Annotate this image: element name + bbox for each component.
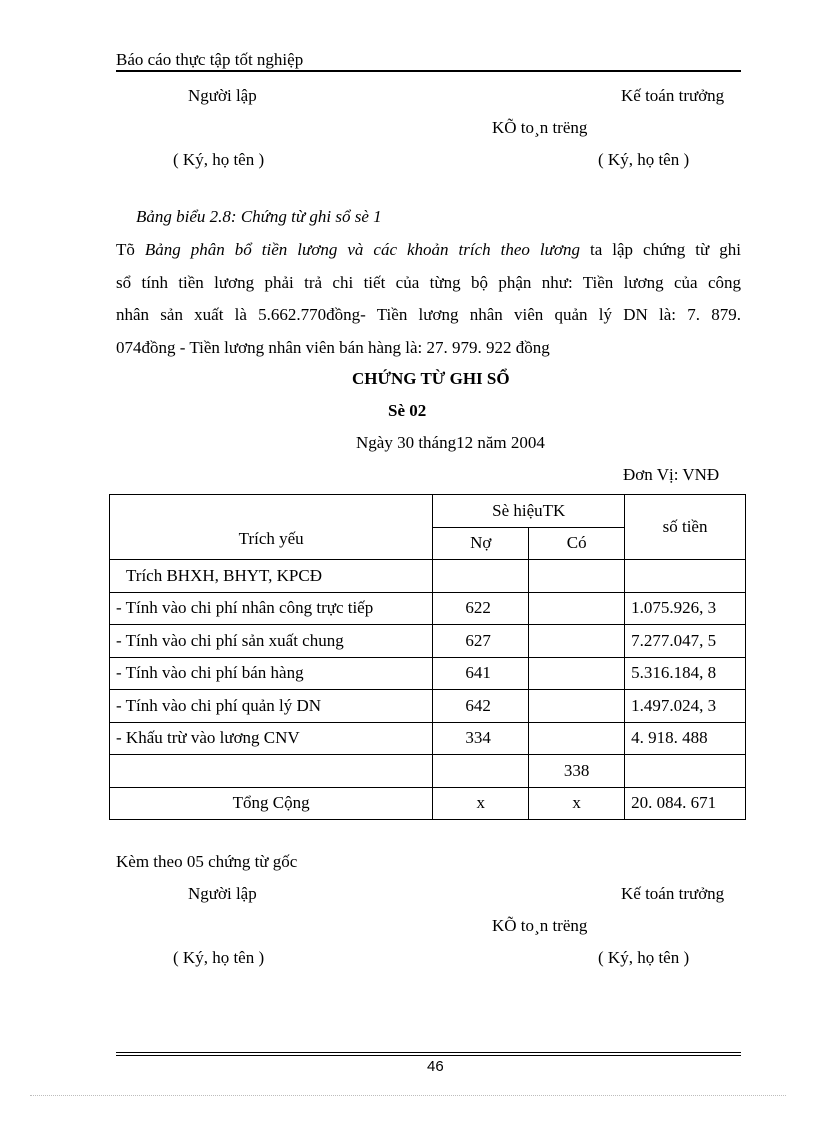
header-amount: số tiền [625, 495, 746, 560]
bottom-preparer-sign: ( Ký, họ tên ) [173, 948, 265, 967]
intro-paragraph [116, 234, 741, 364]
attached-documents-note: Kèm theo 05 chứng từ gốc [116, 852, 298, 871]
header-rule [116, 70, 741, 72]
table-row [110, 690, 746, 723]
table-row [110, 592, 746, 625]
table-row [110, 755, 746, 788]
row-credit [529, 722, 625, 755]
top-chief-sign: ( Ký, họ tên ) [598, 150, 690, 169]
row-debit [433, 560, 529, 593]
document-date: Ngày 30 tháng12 năm 2004 [356, 433, 545, 452]
table-row [110, 625, 746, 658]
currency-unit: Đơn Vị: VNĐ [623, 465, 720, 484]
row-credit [529, 625, 625, 658]
footer-rule-top [116, 1052, 741, 1053]
row-desc [110, 755, 433, 788]
row-desc: - Tính vào chi phí bán hàng [110, 657, 433, 690]
table-row [110, 657, 746, 690]
paragraph-line-4: 074đồng - Tiền lương nhân viên bán hàng là: 27. 979. 922 đồng [116, 337, 550, 357]
row-debit: 334 [433, 722, 529, 755]
total-debit: x [433, 787, 529, 820]
row-desc: - Tính vào chi phí quản lý DN [110, 690, 433, 723]
paragraph-line-1: Tõ Bảng phân bổ tiền lương và các khoản trích theo lương ta lập chứng từ ghi [116, 240, 741, 259]
paragraph-line-3: nhân sản xuất là 5.662.770đồng- Tiền lương nhân viên quản lý DN là: 7. 879. [116, 305, 741, 324]
table-caption: Bảng biểu 2.8: Chứng từ ghi sổ sè 1 [136, 207, 382, 226]
report-header-title: Báo cáo thực tập tốt nghiệp [116, 50, 304, 69]
top-preparer-label: Người lập [188, 86, 257, 105]
row-amount: 4. 918. 488 [625, 722, 746, 755]
row-debit: 622 [433, 592, 529, 625]
total-label: Tổng Cộng [110, 787, 433, 820]
row-desc: - Tính vào chi phí sản xuất chung [110, 625, 433, 658]
row-credit [529, 657, 625, 690]
header-credit: Có [529, 527, 625, 560]
table-row [110, 560, 746, 593]
row-credit: 338 [529, 755, 625, 788]
top-chief-accountant-label: Kế toán trưởng [621, 86, 725, 105]
header-debit: Nợ [433, 527, 529, 560]
total-row [110, 787, 746, 820]
page-number: 46 [427, 1058, 444, 1075]
document-number: Sè 02 [388, 401, 427, 420]
row-credit [529, 690, 625, 723]
header-summary: Trích yếu [110, 495, 433, 560]
bottom-chief-sign: ( Ký, họ tên ) [598, 948, 690, 967]
total-amount: 20. 084. 671 [625, 787, 746, 820]
row-desc: - Khấu trừ vào lương CNV [110, 722, 433, 755]
row-debit: 627 [433, 625, 529, 658]
row-desc: Trích BHXH, BHYT, KPCĐ [110, 560, 433, 593]
row-amount: 1.497.024, 3 [625, 690, 746, 723]
total-credit: x [529, 787, 625, 820]
bottom-chief-accountant-garbled: KÕ to¸n trëng [492, 916, 588, 935]
bottom-preparer-label: Người lập [188, 884, 257, 903]
row-desc: - Tính vào chi phí nhân công trực tiếp [110, 592, 433, 625]
row-credit [529, 560, 625, 593]
bottom-chief-accountant-label: Kế toán trưởng [621, 884, 725, 903]
page-edge-dotted-line [30, 1095, 786, 1096]
table-row [110, 722, 746, 755]
row-debit: 641 [433, 657, 529, 690]
row-debit [433, 755, 529, 788]
row-amount: 1.075.926, 3 [625, 592, 746, 625]
footer-rule-bottom [116, 1055, 741, 1056]
row-debit: 642 [433, 690, 529, 723]
paragraph-line-2: sổ tính tiền lương phải trả chi tiết của từng bộ phận như: Tiền lương của công [116, 272, 741, 292]
document-title: CHỨNG TỪ GHI SỔ [352, 369, 510, 388]
ledger-table [109, 494, 746, 820]
row-amount: 7.277.047, 5 [625, 625, 746, 658]
top-chief-accountant-garbled: KÕ to¸n trëng [492, 118, 588, 137]
top-preparer-sign: ( Ký, họ tên ) [173, 150, 265, 169]
row-credit [529, 592, 625, 625]
row-amount [625, 755, 746, 788]
row-amount: 5.316.184, 8 [625, 657, 746, 690]
header-account-group: Sè hiệuTK [433, 495, 625, 528]
row-amount [625, 560, 746, 593]
